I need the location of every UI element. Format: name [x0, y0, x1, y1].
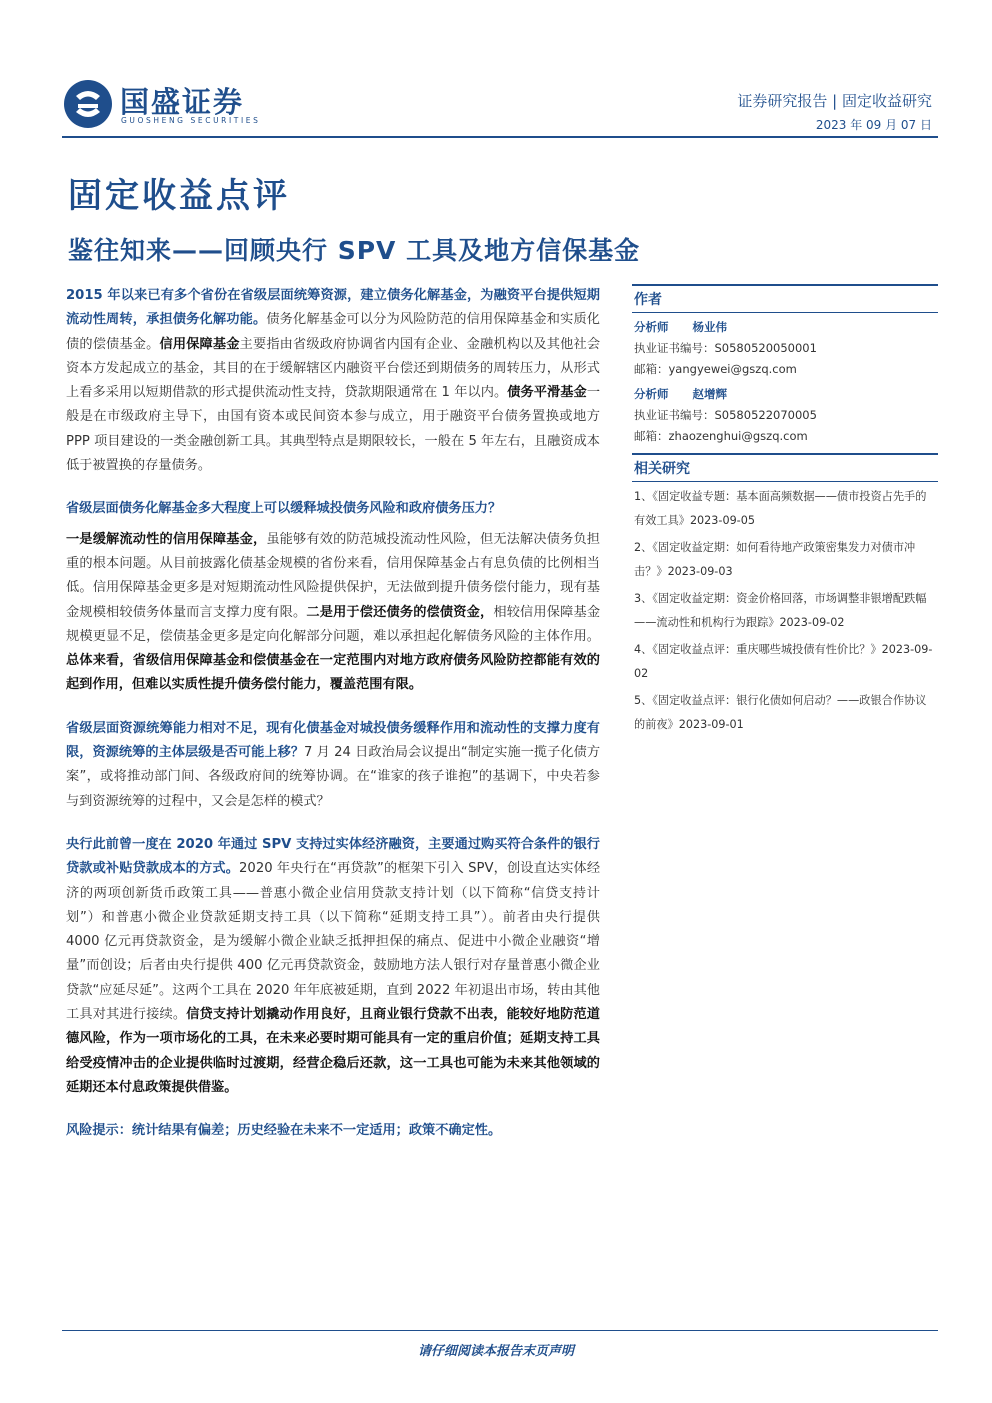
- paragraph-1: [66, 284, 600, 478]
- p4-lead: 央行此前曾一度在 2020 年通过 SPV 支持过实体经济融资，主要通过购买符合条件的银行贷款或补贴贷款成本的方式。: [66, 836, 600, 877]
- related-research-item[interactable]: 3、《固定收益定期：资金价格回落，市场调整非银增配跌幅——流动性和机构行为跟踪》2023-09-02: [634, 592, 927, 629]
- risk-warning: 风险提示：统计结果有偏差；历史经验在未来不一定适用；政策不确定性。: [66, 1123, 502, 1139]
- report-category: 固定收益点评: [68, 176, 290, 216]
- analyst-license: 执业证书编号：S0580522070005: [634, 408, 817, 422]
- p2-conclusion: 总体来看，省级信用保障基金和偿债基金在一定范围内对地方政府债务风险防控都能有效的起到作用，但难以实质性提升债务偿付能力，覆盖范围有限。: [66, 653, 600, 693]
- p2-text-1: 虽能够有效的防范城投流动性风险，但无法解决债务负担重的根本问题。从目前披露化债基金规模的省份来看，信用保障基金占有息负债的比例相当低。信用保障基金更多是对短期流动性风险提供保护，无法做到提升债务偿付能力，现有基金规模相较债务体量而言支撑力度有限。: [66, 531, 600, 620]
- related-research-item[interactable]: 1、《固定收益专题：基本面高频数据——债市投资占先手的有效工具》2023-09-05: [634, 490, 927, 527]
- p4-conclusion: 信贷支持计划撬动作用良好，且商业银行贷款不出表，能较好地防范道德风险，作为一项市场化的工具，在未来必要时期可能具有一定的重启价值；延期支持工具给受疫情冲击的企业提供临时过渡期，经营企稳后还款，这一工具也可能为未来其他领域的延期还本付息政策提供借鉴。: [66, 1007, 600, 1095]
- analyst-name: 赵增辉: [692, 387, 727, 401]
- p1-term-smoothing-fund: 债务平滑基金: [507, 385, 587, 401]
- p1-text-3: 一般是在市级政府主导下，由国有资本或民间资本参与成立，用于融资平台债务置换或地方 PPP 项目建设的一类金融创新工具。其典型特点是期限较长，一般在 5 年左右，且融资成本低于被置换的存量债务。: [66, 385, 600, 474]
- p2-point-1: 一是缓解流动性的信用保障基金，: [66, 531, 267, 547]
- related-research-heading: 相关研究: [632, 453, 938, 482]
- report-date: 2023 年 09 月 07 日: [815, 118, 932, 132]
- p1-lead: 2015 年以来已有多个省份在省级层面统筹资源，建立债务化解基金，为融资平台提供短期流动性周转，承担债务化解功能。: [66, 288, 600, 328]
- analyst-license: 执业证书编号：S0580520050001: [634, 341, 817, 355]
- sidebar: [632, 284, 938, 737]
- header-divider: [62, 136, 938, 138]
- p3-text: 7 月 24 日政治局会议提出“制定实施一揽子化债方案”，或将推动部门间、各级政府间的统筹协调。在“谁家的孩子谁抱”的基调下，中央若参与到资源统筹的过程中，又会是怎样的模式？: [66, 745, 601, 809]
- p1-term-credit-fund: 信用保障基金: [159, 336, 240, 352]
- paragraph-2: [66, 528, 600, 698]
- analyst-email[interactable]: 邮箱：yangyewei@gszq.com: [634, 362, 797, 376]
- analyst-email[interactable]: 邮箱：zhaozenghui@gszq.com: [634, 429, 808, 443]
- paragraph-4: [66, 833, 600, 1100]
- paragraph-3: [66, 717, 600, 814]
- p2-point-2: 二是用于偿还债务的偿债资金，: [306, 604, 494, 620]
- analyst-name: 杨业伟: [692, 320, 727, 334]
- analyst-role: 分析师: [634, 387, 669, 401]
- report-type: 证券研究报告 | 固定收益研究: [737, 92, 932, 110]
- p2-text-2: 相较信用保障基金规模更显不足，偿债基金更多是定向化解部分问题，难以承担起化解债务风险的主体作用。: [66, 604, 601, 644]
- footer-disclaimer: 请仔细阅读本报告末页声明: [417, 1344, 574, 1359]
- p1-text-1: 债务化解基金可以分为风险防范的信用保障基金和实质化债的偿债基金。: [66, 312, 600, 352]
- analyst-role: 分析师: [634, 320, 669, 334]
- footer-divider: [62, 1330, 938, 1331]
- main-content: [66, 284, 600, 1143]
- related-research-item[interactable]: 5、《固定收益点评：银行化债如何启动？——政银合作协议的前夜》2023-09-01: [634, 694, 927, 731]
- analyst-card: [632, 380, 938, 447]
- report-title: 鉴往知来——回顾央行 SPV 工具及地方信保基金: [68, 236, 641, 265]
- p3-lead: 省级层面资源统筹能力相对不足，现有化债基金对城投债务缓释作用和流动性的支撑力度有限，资源统筹的主体层级是否可能上移？: [66, 720, 600, 761]
- related-research-item[interactable]: 4、《固定收益点评：重庆哪些城投债有性价比？》2023-09-02: [634, 643, 933, 680]
- question-1: 省级层面债务化解基金多大程度上可以缓释城投债务风险和政府债务压力？: [66, 501, 502, 517]
- related-research-item[interactable]: 2、《固定收益定期：如何看待地产政策密集发力对债市冲击？》2023-09-03: [634, 541, 916, 578]
- brand-name-cn: 国盛证券: [120, 85, 245, 119]
- p1-text-2: 主要指由省级政府协调省内国有企业、金融机构以及其他社会资本方发起成立的基金，其目的在于缓解辖区内融资平台偿还到期债务的周转压力，从形式上看多采用以短期借款的形式提供流动性支持，贷款期限通常在 1 年以内。: [66, 336, 601, 401]
- analyst-card: [632, 313, 938, 380]
- brand-name-en: GUOSHENG SECURITIES: [121, 116, 261, 125]
- guosheng-logo-icon: [62, 78, 114, 130]
- authors-heading: 作者: [632, 284, 938, 313]
- p4-text: 2020 年央行在“再贷款”的框架下引入 SPV，创设直达实体经济的两项创新货币政策工具——普惠小微企业信用贷款支持计划（以下简称“信贷支持计划”）和普惠小微企业贷款延期支持工具（以下简称“延期支持工具”）。前者由央行提供 4000 亿元再贷款资金，是为缓解小微企业缺乏抵押担保的痛点、促进中小微企业融资“增量”而创设；后者由央行提供 400 亿元再贷款资金，鼓励地方法人银行对存量普惠小微企业贷款“应延尽延”。这两个工具在 2020 年年底被延期，直到 2022 年初退出市场，转由其他工具对其进行接续。: [66, 861, 601, 1023]
